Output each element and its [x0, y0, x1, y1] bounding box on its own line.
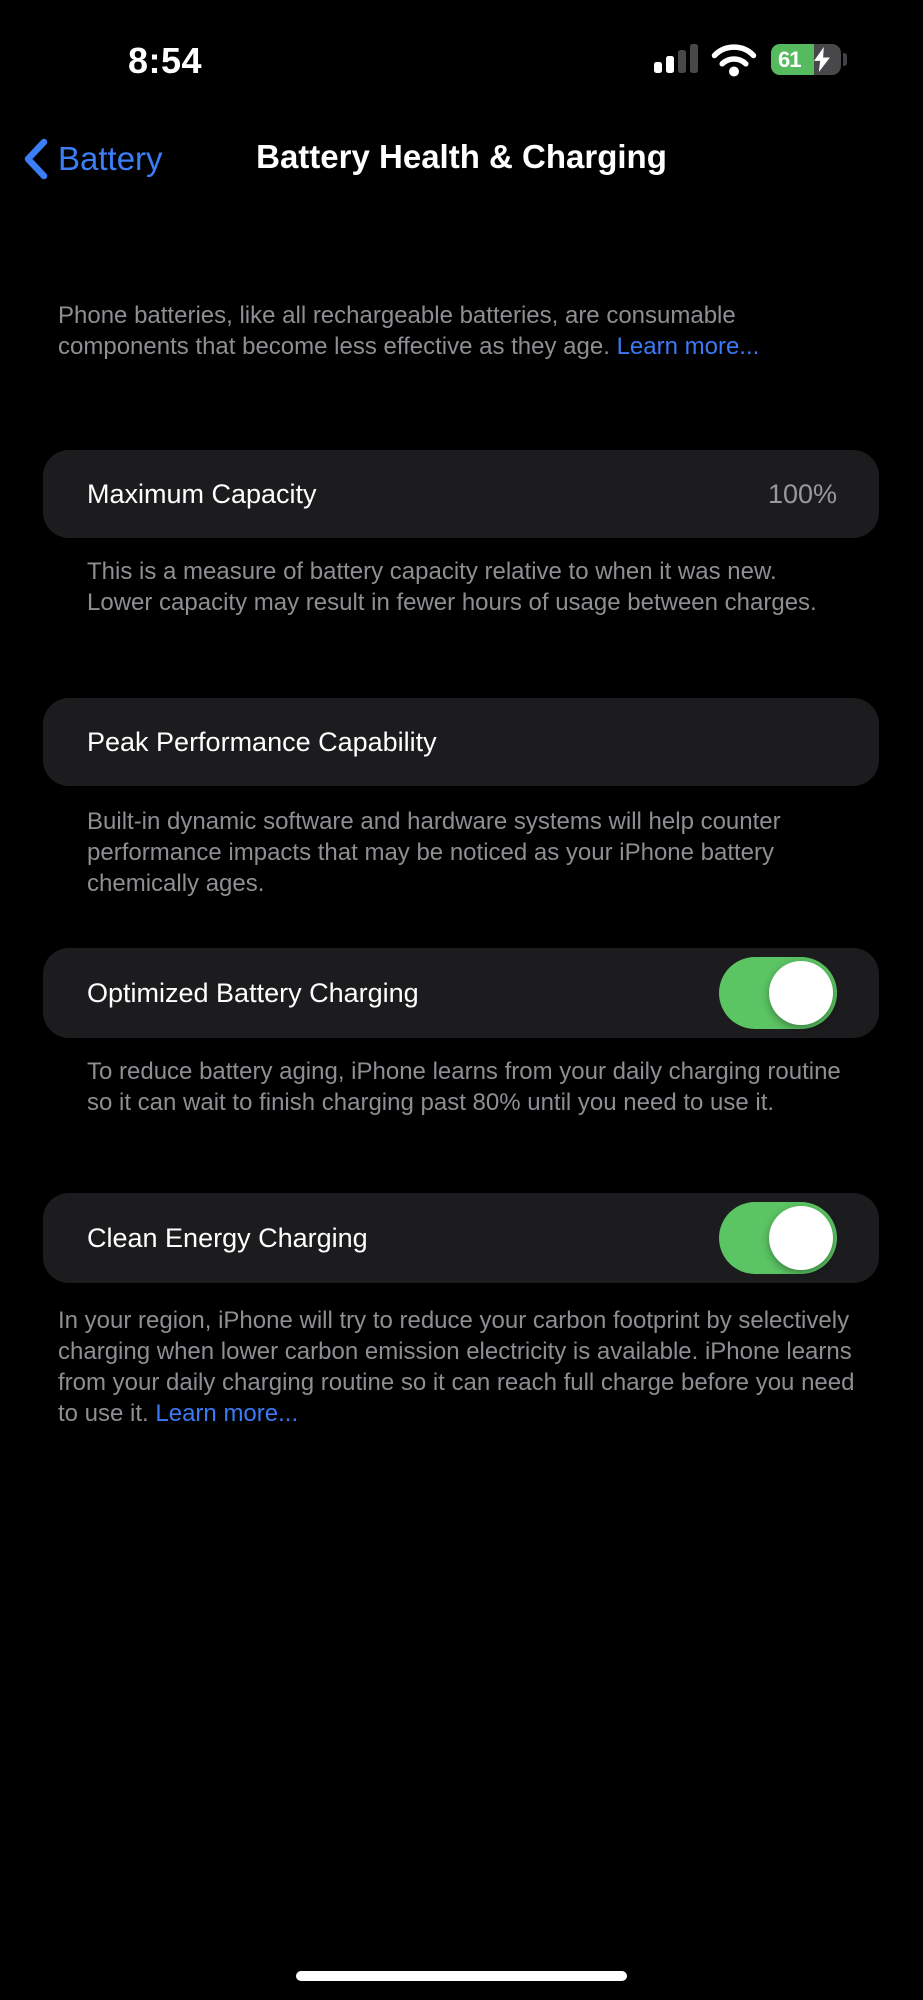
optimized-charging-label: Optimized Battery Charging: [87, 977, 419, 1008]
page-title: Battery Health & Charging: [256, 138, 667, 175]
clean-energy-label: Clean Energy Charging: [87, 1222, 368, 1253]
maximum-capacity-label: Maximum Capacity: [87, 478, 317, 509]
clean-energy-footer-body: In your region, iPhone will try to reduce your carbon footprint by selectively charging when lower carbon emission electricity is available. iPhone learns from your daily charging routine so it can reach full charge before you need to use it.: [58, 1307, 855, 1427]
toggle-knob: [769, 1206, 833, 1270]
maximum-capacity-row: [43, 450, 879, 538]
optimized-charging-toggle[interactable]: [719, 957, 837, 1029]
signal-bar: [678, 50, 686, 73]
wifi-icon: [710, 42, 758, 82]
toggle-knob: [769, 961, 833, 1025]
peak-performance-footer: Built-in dynamic software and hardware systems will help counter performance impacts that may be noticed as your iPhone battery chemically ages.: [87, 808, 781, 897]
intro-body: Phone batteries, like all rechargeable batteries, are consumable components that become less effective as they age.: [58, 302, 736, 360]
home-indicator[interactable]: [296, 1971, 627, 1981]
back-button-label: Battery: [58, 140, 163, 177]
peak-performance-row: [43, 698, 879, 786]
clean-energy-learn-more-link[interactable]: Learn more...: [155, 1400, 299, 1427]
signal-bar: [654, 62, 662, 73]
charging-bolt-icon: [814, 47, 830, 77]
clean-energy-row: [43, 1193, 879, 1283]
maximum-capacity-value: 100%: [767, 478, 837, 509]
signal-bar: [666, 56, 674, 73]
cellular-signal-icon: [654, 44, 698, 73]
battery-status-icon: [771, 44, 841, 75]
peak-performance-label: Peak Performance Capability: [87, 726, 437, 757]
optimized-charging-row: [43, 948, 879, 1038]
clean-energy-charging-toggle[interactable]: [719, 1202, 837, 1274]
battery-nub: [843, 53, 847, 66]
intro-learn-more-link[interactable]: Learn more...: [616, 333, 760, 360]
battery-percent-label: 61: [778, 47, 801, 72]
clean-energy-footer: [58, 1305, 873, 1429]
intro-text: [58, 300, 873, 362]
battery-body: [771, 44, 841, 75]
signal-bar: [690, 44, 698, 73]
maximum-capacity-footer: This is a measure of battery capacity relative to when it was new. Lower capacity may result in fewer hours of usage between charges.: [87, 558, 817, 616]
status-time: 8:54: [128, 40, 203, 81]
optimized-charging-footer: To reduce battery aging, iPhone learns from your daily charging routine so it can wait to finish charging past 80% until you need to use it.: [87, 1058, 841, 1116]
